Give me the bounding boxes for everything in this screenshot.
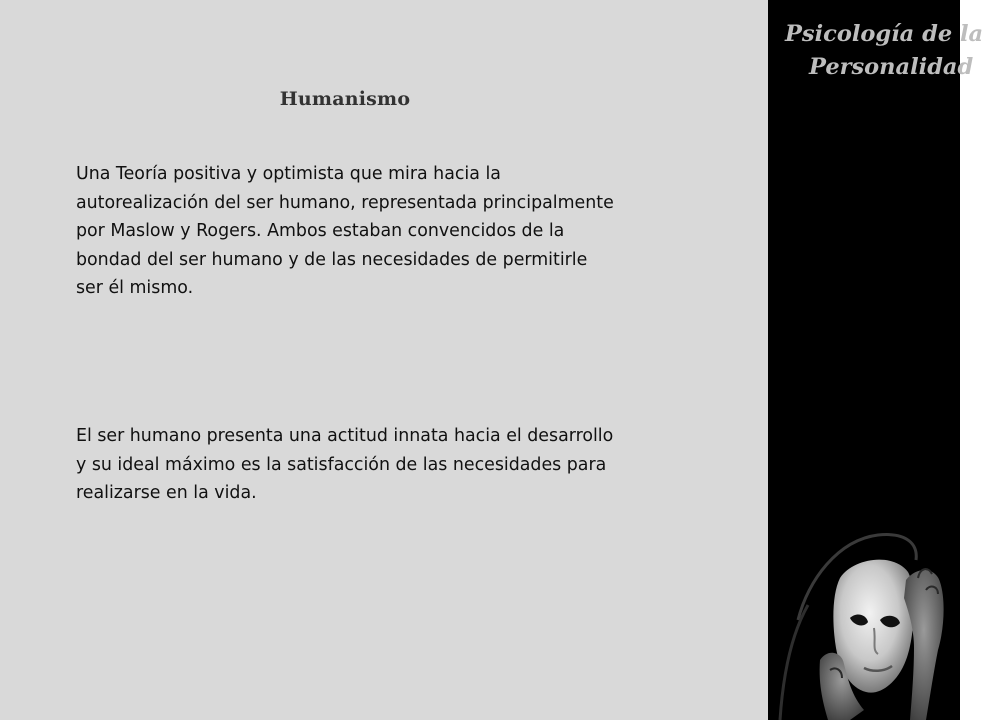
side-title-line-1: Psicología de la [785, 21, 983, 47]
side-panel-title [768, 18, 983, 84]
paragraph-intro: Una Teoría positiva y optimista que mira hacia la autorealización del ser humano, representada principalmente por Maslow y Rogers. Ambos estaban convencidos de la bondad del ser humano y de las necesidades de permitirle ser él mismo. [76, 164, 614, 299]
paragraph-development: El ser humano presenta una actitud innata hacia el desarrollo y su ideal máximo es la satisfacción de las necesidades para realizarse en la vida. [76, 426, 614, 504]
theater-mask-icon [768, 520, 960, 720]
slide-title: Humanismo [279, 88, 411, 110]
side-panel [768, 0, 983, 720]
side-title-line-2: Personalidad [809, 54, 974, 80]
